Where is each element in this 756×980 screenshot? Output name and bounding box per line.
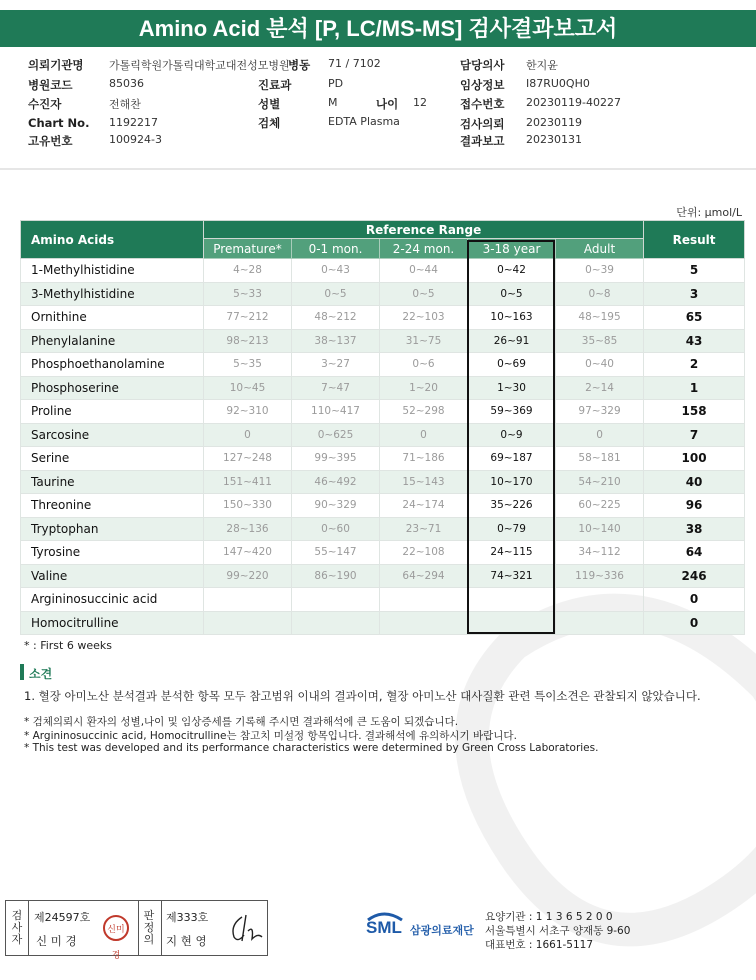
result-value: 158 — [644, 400, 745, 424]
amino-acid-name: Serine — [21, 447, 204, 471]
ref-2-24-mon: 52~298 — [380, 400, 468, 424]
sex-label: 성별 — [258, 97, 281, 111]
ref-2-24-mon: 22~103 — [380, 306, 468, 330]
ref-3-18-year: 35~226 — [468, 494, 556, 518]
examiner-name: 신 미 경 — [36, 934, 77, 948]
ref-premature — [204, 588, 292, 612]
request-value: 20230119 — [526, 116, 582, 129]
table-row — [21, 376, 745, 400]
ref-0-1-mon: 38~137 — [292, 329, 380, 353]
ref-premature: 150~330 — [204, 494, 292, 518]
amino-acid-name: Ornithine — [21, 306, 204, 330]
ref-premature: 0 — [204, 423, 292, 447]
ref-adult — [556, 588, 644, 612]
reviewer-number: 제333호 — [166, 911, 209, 924]
ref-3-18-year: 59~369 — [468, 400, 556, 424]
org-name: 삼광의료재단 — [410, 924, 474, 937]
receipt-value: 20230119-40227 — [526, 96, 621, 109]
ref-3-18-year: 0~5 — [468, 282, 556, 306]
amino-acid-name: Phosphoserine — [21, 376, 204, 400]
ref-3-18-year: 26~91 — [468, 329, 556, 353]
result-value: 5 — [644, 259, 745, 283]
amino-acid-name: Homocitrulline — [21, 611, 204, 635]
receipt-label: 접수번호 — [460, 97, 505, 111]
ward-label: 병동 — [288, 58, 311, 72]
amino-acid-name: Taurine — [21, 470, 204, 494]
col-3-18-year: 3-18 year — [468, 239, 556, 259]
ref-3-18-year: 10~163 — [468, 306, 556, 330]
ref-2-24-mon: 15~143 — [380, 470, 468, 494]
amino-acid-name: Phenylalanine — [21, 329, 204, 353]
ref-premature: 98~213 — [204, 329, 292, 353]
examiner-seal: 신미경 — [103, 915, 129, 941]
ref-premature: 4~28 — [204, 259, 292, 283]
ref-0-1-mon: 0~625 — [292, 423, 380, 447]
footnote: * : First 6 weeks — [24, 639, 112, 652]
ref-0-1-mon: 0~43 — [292, 259, 380, 283]
finding-text: 1. 혈장 아미노산 분석결과 분석한 항목 모두 참고범위 이내의 결과이며, 혈장 아미노산 대사질환 관련 특이소견은 관찰되지 않았습니다. — [24, 689, 701, 703]
hospital-label: 의뢰기관명 — [28, 58, 84, 72]
table-row — [21, 517, 745, 541]
ref-0-1-mon: 0~60 — [292, 517, 380, 541]
amino-acid-name: Tyrosine — [21, 541, 204, 565]
result-value: 40 — [644, 470, 745, 494]
chart-value: 1192217 — [109, 116, 158, 129]
ref-2-24-mon: 31~75 — [380, 329, 468, 353]
ref-0-1-mon — [292, 588, 380, 612]
report-label: 결과보고 — [460, 134, 505, 148]
unique-label: 고유번호 — [28, 134, 73, 148]
amino-acid-name: 1-Methylhistidine — [21, 259, 204, 283]
code-label: 병원코드 — [28, 78, 73, 92]
ref-premature: 127~248 — [204, 447, 292, 471]
table-row — [21, 611, 745, 635]
org-address: 서울특별시 서초구 양재동 9-60 — [485, 925, 631, 937]
amino-acid-name: 3-Methylhistidine — [21, 282, 204, 306]
amino-acid-name: Valine — [21, 564, 204, 588]
ref-adult: 34~112 — [556, 541, 644, 565]
ref-0-1-mon: 0~5 — [292, 282, 380, 306]
room-value: 71 / 7102 — [328, 57, 381, 70]
reviewer-name: 지 현 영 — [166, 934, 207, 948]
result-value: 3 — [644, 282, 745, 306]
ref-0-1-mon: 48~212 — [292, 306, 380, 330]
ref-2-24-mon: 22~108 — [380, 541, 468, 565]
finding-title: 소견 — [29, 667, 53, 681]
ref-adult: 48~195 — [556, 306, 644, 330]
note-1: * 검체의뢰시 환자의 성별,나이 및 임상증세를 기록해 주시면 결과해석에 큰 도움이 되겠습니다. — [24, 716, 459, 728]
result-value: 100 — [644, 447, 745, 471]
ref-adult: 54~210 — [556, 470, 644, 494]
ref-premature: 10~45 — [204, 376, 292, 400]
ref-3-18-year: 0~69 — [468, 353, 556, 377]
ref-premature: 151~411 — [204, 470, 292, 494]
signature-box — [5, 900, 268, 961]
ref-premature: 77~212 — [204, 306, 292, 330]
result-value: 2 — [644, 353, 745, 377]
table-row — [21, 329, 745, 353]
result-value: 7 — [644, 423, 745, 447]
ref-0-1-mon: 55~147 — [292, 541, 380, 565]
amino-acid-table — [20, 220, 745, 635]
ref-2-24-mon: 0 — [380, 423, 468, 447]
table-row — [21, 400, 745, 424]
note-2: * Argininosuccinic acid, Homocitrulline는 참고치 미설정 항목입니다. 결과해석에 유의하시기 바랍니다. — [24, 730, 517, 742]
ref-3-18-year: 10~170 — [468, 470, 556, 494]
ref-3-18-year: 24~115 — [468, 541, 556, 565]
code-value: 85036 — [109, 77, 144, 90]
ref-premature: 28~136 — [204, 517, 292, 541]
clinical-value: I87RU0QH0 — [526, 77, 590, 90]
chart-label: Chart No. — [28, 116, 90, 130]
ref-premature — [204, 611, 292, 635]
ref-2-24-mon — [380, 588, 468, 612]
amino-acid-name: Proline — [21, 400, 204, 424]
col-premature: Premature* — [204, 239, 292, 259]
sex-value: M — [328, 96, 338, 109]
examiner-label: 검사자 — [11, 909, 23, 946]
result-value: 1 — [644, 376, 745, 400]
ref-2-24-mon: 0~5 — [380, 282, 468, 306]
table-row — [21, 282, 745, 306]
ref-adult: 0~8 — [556, 282, 644, 306]
amino-acid-name: Phosphoethanolamine — [21, 353, 204, 377]
ref-2-24-mon: 24~174 — [380, 494, 468, 518]
col-amino-acids: Amino Acids — [21, 221, 204, 259]
age-group-highlight-box — [467, 240, 555, 634]
ref-premature: 99~220 — [204, 564, 292, 588]
ref-0-1-mon — [292, 611, 380, 635]
table-row — [21, 423, 745, 447]
org-code: 요양기관 : 1 1 3 6 5 2 0 0 — [485, 911, 613, 923]
ref-2-24-mon: 64~294 — [380, 564, 468, 588]
ref-adult: 35~85 — [556, 329, 644, 353]
request-label: 검사의뢰 — [460, 117, 505, 131]
col-2-24-mon: 2-24 mon. — [380, 239, 468, 259]
doctor-value: 한지윤 — [526, 59, 558, 72]
ref-premature: 5~35 — [204, 353, 292, 377]
examiner-number: 제24597호 — [34, 911, 91, 924]
dept-label: 진료과 — [258, 78, 292, 92]
table-row — [21, 541, 745, 565]
amino-acid-name: Sarcosine — [21, 423, 204, 447]
ref-0-1-mon: 46~492 — [292, 470, 380, 494]
col-reference-range: Reference Range — [204, 221, 644, 239]
unique-value: 100924-3 — [109, 133, 162, 146]
amino-acid-name: Tryptophan — [21, 517, 204, 541]
ref-0-1-mon: 110~417 — [292, 400, 380, 424]
col-0-1-mon: 0-1 mon. — [292, 239, 380, 259]
ref-3-18-year: 69~187 — [468, 447, 556, 471]
result-value: 43 — [644, 329, 745, 353]
table-row — [21, 588, 745, 612]
note-3: * This test was developed and its performance characteristics were determined by Green Cross Laboratories. — [24, 742, 599, 754]
ref-adult — [556, 611, 644, 635]
ref-3-18-year: 0~9 — [468, 423, 556, 447]
table-row — [21, 447, 745, 471]
ref-0-1-mon: 90~329 — [292, 494, 380, 518]
ref-3-18-year: 0~42 — [468, 259, 556, 283]
table-row — [21, 564, 745, 588]
ref-adult: 119~336 — [556, 564, 644, 588]
result-value: 38 — [644, 517, 745, 541]
reviewer-label: 판정의 — [143, 909, 155, 946]
col-result: Result — [644, 221, 745, 259]
ref-adult: 0~40 — [556, 353, 644, 377]
unit-label: 단위: μmol/L — [676, 206, 742, 219]
result-value: 96 — [644, 494, 745, 518]
ref-premature: 92~310 — [204, 400, 292, 424]
org-phone: 대표번호 : 1661-5117 — [485, 939, 594, 951]
ref-2-24-mon: 0~6 — [380, 353, 468, 377]
ref-3-18-year: 0~79 — [468, 517, 556, 541]
result-value: 0 — [644, 588, 745, 612]
specimen-label: 검체 — [258, 116, 281, 130]
age-label: 나이 — [376, 97, 399, 111]
table-row — [21, 470, 745, 494]
ref-adult: 58~181 — [556, 447, 644, 471]
ref-adult: 0 — [556, 423, 644, 447]
org-logo-text: SML — [366, 918, 402, 937]
ref-premature: 5~33 — [204, 282, 292, 306]
hospital-value: 가톨릭학원가톨릭대학교대전성모병원 — [109, 59, 290, 72]
ref-2-24-mon: 23~71 — [380, 517, 468, 541]
ref-0-1-mon: 86~190 — [292, 564, 380, 588]
table-row — [21, 259, 745, 283]
dept-value: PD — [328, 77, 344, 90]
specimen-value: EDTA Plasma — [328, 115, 400, 128]
ref-adult: 2~14 — [556, 376, 644, 400]
ref-2-24-mon: 0~44 — [380, 259, 468, 283]
ref-adult: 60~225 — [556, 494, 644, 518]
ref-adult: 10~140 — [556, 517, 644, 541]
clinical-label: 임상정보 — [460, 78, 505, 92]
patient-value: 전해찬 — [109, 98, 141, 111]
patient-label: 수진자 — [28, 97, 62, 111]
reviewer-signature — [228, 911, 264, 945]
ref-2-24-mon: 71~186 — [380, 447, 468, 471]
result-value: 65 — [644, 306, 745, 330]
col-adult: Adult — [556, 239, 644, 259]
header-divider — [0, 168, 756, 170]
amino-acid-name: Threonine — [21, 494, 204, 518]
report-title: Amino Acid 분석 [P, LC/MS-MS] 검사결과보고서 — [0, 10, 756, 47]
ref-3-18-year: 74~321 — [468, 564, 556, 588]
ref-adult: 0~39 — [556, 259, 644, 283]
finding-marker — [20, 664, 24, 680]
ref-premature: 147~420 — [204, 541, 292, 565]
result-value: 246 — [644, 564, 745, 588]
age-value: 12 — [413, 96, 427, 109]
ref-2-24-mon: 1~20 — [380, 376, 468, 400]
amino-acid-name: Argininosuccinic acid — [21, 588, 204, 612]
result-value: 0 — [644, 611, 745, 635]
ref-adult: 97~329 — [556, 400, 644, 424]
ref-3-18-year: 1~30 — [468, 376, 556, 400]
ref-0-1-mon: 99~395 — [292, 447, 380, 471]
doctor-label: 담당의사 — [460, 58, 505, 72]
report-value: 20230131 — [526, 133, 582, 146]
table-row — [21, 306, 745, 330]
result-value: 64 — [644, 541, 745, 565]
table-row — [21, 494, 745, 518]
ref-0-1-mon: 3~27 — [292, 353, 380, 377]
ref-2-24-mon — [380, 611, 468, 635]
ref-0-1-mon: 7~47 — [292, 376, 380, 400]
table-row — [21, 353, 745, 377]
